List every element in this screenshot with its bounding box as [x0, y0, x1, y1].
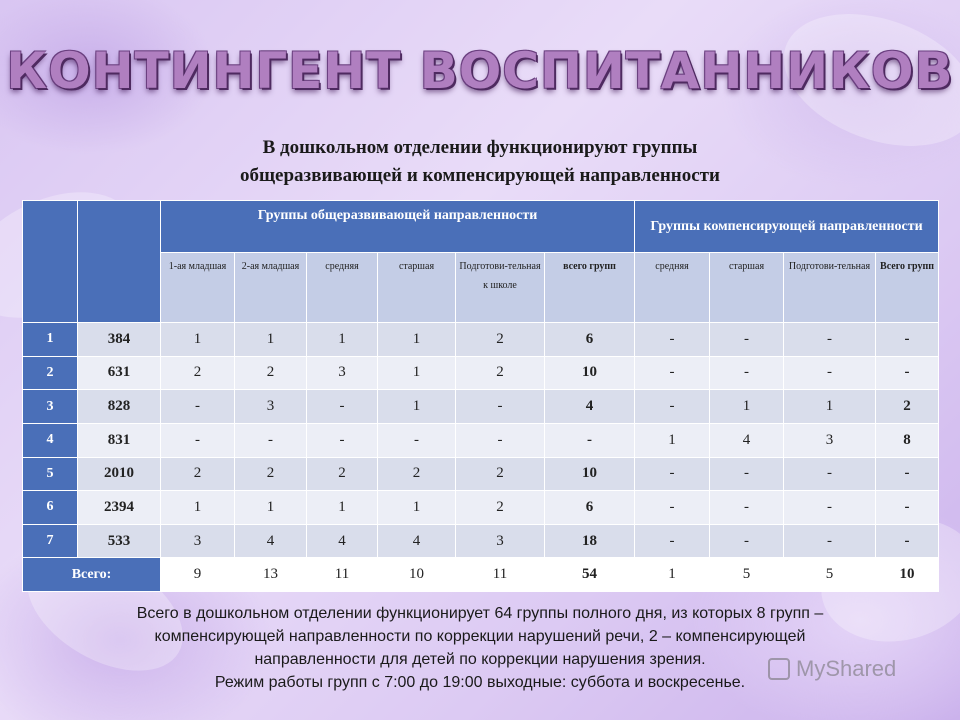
- footer-line: компенсирующей направленности по коррекции нарушений речи, 2 – компенсирующей: [154, 628, 806, 645]
- table-cell: 1: [784, 390, 876, 424]
- row-number-cell: 6: [23, 491, 78, 525]
- row-number-cell: 2: [23, 356, 78, 390]
- table-cell: -: [635, 524, 710, 558]
- table-cell: 3: [307, 356, 378, 390]
- table-cell: -: [635, 491, 710, 525]
- header-general-groups: Группы общеразвивающей направленности: [161, 201, 635, 253]
- row-number-cell: 5: [23, 457, 78, 491]
- table-cell: 6: [545, 323, 635, 357]
- total-cell: 1: [635, 558, 710, 592]
- table-row: [23, 356, 939, 390]
- total-row: [23, 558, 939, 592]
- subheader-cell: всего групп: [545, 253, 635, 323]
- table-row: [23, 390, 939, 424]
- total-cell: 11: [456, 558, 545, 592]
- slide-title: КОНТИНГЕНТ ВОСПИТАННИКОВ: [6, 42, 954, 100]
- table-cell: -: [456, 390, 545, 424]
- table-cell: 2: [161, 457, 235, 491]
- table-cell: 2: [161, 356, 235, 390]
- table-cell: 2: [307, 457, 378, 491]
- table-cell: -: [307, 390, 378, 424]
- table-cell: -: [876, 457, 939, 491]
- table-cell: 1: [635, 423, 710, 457]
- subheader-cell: 1-ая младшая: [161, 253, 235, 323]
- table-cell: -: [710, 323, 784, 357]
- table-cell: 1: [161, 491, 235, 525]
- footer-line: Режим работы групп с 7:00 до 19:00 выходные: суббота и воскресенье.: [214, 674, 746, 691]
- table-cell: 4: [710, 423, 784, 457]
- total-cell: 54: [545, 558, 635, 592]
- table-cell: -: [784, 457, 876, 491]
- subheader-cell: Подготови-тельная: [784, 253, 876, 323]
- table-cell: -: [635, 323, 710, 357]
- presentation-icon: [768, 658, 790, 680]
- row-code-cell: 384: [78, 323, 161, 357]
- total-cell: 5: [784, 558, 876, 592]
- row-number-cell: 7: [23, 524, 78, 558]
- table-cell: -: [784, 524, 876, 558]
- row-number-cell: 1: [23, 323, 78, 357]
- table-cell: -: [545, 423, 635, 457]
- table-cell: 4: [307, 524, 378, 558]
- row-code-cell: 831: [78, 423, 161, 457]
- table-cell: -: [876, 356, 939, 390]
- table-cell: 6: [545, 491, 635, 525]
- slide-subtitle: [150, 134, 810, 190]
- header-compensating-groups: Группы компенсирующей направленности: [635, 201, 939, 253]
- table-cell: 2: [456, 491, 545, 525]
- subheader-cell: средняя: [635, 253, 710, 323]
- table-cell: -: [635, 457, 710, 491]
- table-cell: -: [456, 423, 545, 457]
- total-cell: 13: [235, 558, 307, 592]
- table-cell: 2: [876, 390, 939, 424]
- row-code-cell: 533: [78, 524, 161, 558]
- watermark-text: MyShared: [796, 656, 897, 681]
- table-cell: -: [710, 457, 784, 491]
- table-cell: 2: [235, 356, 307, 390]
- table-cell: 3: [456, 524, 545, 558]
- table-cell: 3: [161, 524, 235, 558]
- subheader-cell: Всего групп: [876, 253, 939, 323]
- table-cell: -: [161, 390, 235, 424]
- total-cell: 10: [876, 558, 939, 592]
- table-cell: 4: [545, 390, 635, 424]
- table-cell: 1: [235, 323, 307, 357]
- table-cell: 1: [710, 390, 784, 424]
- subheader-cell: старшая: [710, 253, 784, 323]
- table-row: [23, 423, 939, 457]
- table-cell: -: [710, 491, 784, 525]
- table-cell: 2: [456, 457, 545, 491]
- table-cell: 1: [161, 323, 235, 357]
- subtitle-line: общеразвивающей и компенсирующей направленности: [240, 165, 720, 186]
- footer-line: направленности для детей по коррекции нарушения зрения.: [254, 651, 706, 668]
- total-label: Всего:: [23, 558, 161, 592]
- table-cell: -: [876, 491, 939, 525]
- table-row: [23, 491, 939, 525]
- table-row: [23, 323, 939, 357]
- row-number-cell: 3: [23, 390, 78, 424]
- table-row: [23, 457, 939, 491]
- header-corner-cell: [23, 201, 78, 323]
- table-cell: 1: [307, 491, 378, 525]
- row-code-cell: 2394: [78, 491, 161, 525]
- table-cell: 3: [235, 390, 307, 424]
- table-cell: -: [235, 423, 307, 457]
- table-cell: 8: [876, 423, 939, 457]
- subheader-cell: старшая: [378, 253, 456, 323]
- row-number-cell: 4: [23, 423, 78, 457]
- table-cell: 10: [545, 457, 635, 491]
- table-cell: -: [307, 423, 378, 457]
- subtitle-line: В дошкольном отделении функционируют группы: [262, 137, 698, 158]
- table-row: [23, 524, 939, 558]
- total-cell: 9: [161, 558, 235, 592]
- table-cell: 1: [378, 390, 456, 424]
- table-cell: 1: [378, 356, 456, 390]
- table-cell: -: [635, 390, 710, 424]
- table-cell: 18: [545, 524, 635, 558]
- table-cell: 1: [307, 323, 378, 357]
- table-cell: -: [784, 323, 876, 357]
- table-cell: -: [784, 356, 876, 390]
- table-cell: -: [161, 423, 235, 457]
- table-cell: 2: [235, 457, 307, 491]
- table-cell: -: [876, 524, 939, 558]
- table-cell: 2: [378, 457, 456, 491]
- subheader-cell: 2-ая младшая: [235, 253, 307, 323]
- subheader-cell: средняя: [307, 253, 378, 323]
- table-cell: 1: [378, 491, 456, 525]
- table-cell: -: [635, 356, 710, 390]
- table-cell: -: [876, 323, 939, 357]
- row-code-cell: 631: [78, 356, 161, 390]
- table-cell: -: [378, 423, 456, 457]
- table-cell: -: [784, 491, 876, 525]
- subheader-cell: Подготови-тельная к школе: [456, 253, 545, 323]
- groups-table: [22, 200, 939, 592]
- table-cell: 4: [235, 524, 307, 558]
- table-cell: 3: [784, 423, 876, 457]
- total-cell: 10: [378, 558, 456, 592]
- table-cell: 1: [378, 323, 456, 357]
- table-cell: 2: [456, 323, 545, 357]
- table-cell: 4: [378, 524, 456, 558]
- total-cell: 5: [710, 558, 784, 592]
- table-cell: -: [710, 524, 784, 558]
- table-cell: 1: [235, 491, 307, 525]
- watermark: [768, 656, 896, 682]
- table-cell: -: [710, 356, 784, 390]
- table-cell: 10: [545, 356, 635, 390]
- table-cell: 2: [456, 356, 545, 390]
- row-code-cell: 2010: [78, 457, 161, 491]
- footer-line: Всего в дошкольном отделении функционирует 64 группы полного дня, из которых 8 групп –: [136, 605, 824, 622]
- header-corner-cell: [78, 201, 161, 323]
- row-code-cell: 828: [78, 390, 161, 424]
- total-cell: 11: [307, 558, 378, 592]
